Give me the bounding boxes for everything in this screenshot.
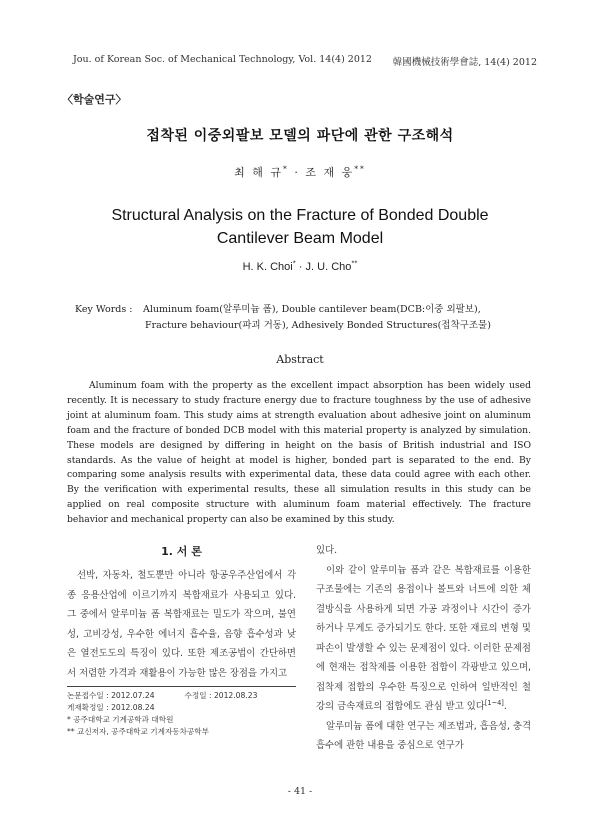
title-line: Cantilever Beam Model [216,230,384,247]
author-name-korean: 조 재 웅 [305,166,355,179]
author-mark: ** [351,258,358,268]
body-paragraph: 알루미늄 폼에 대한 연구는 제조법과, 흡음성, 충격흡수에 관한 내용을 중심으로 연구가 [316,720,531,751]
author-name-korean: 최 해 규 [234,166,283,179]
title-line: Structural Analysis on the Fracture of Bonded Double [111,207,489,224]
author-affiliation: ** 교신저자, 공주대학교 기계자동차공학부 [67,727,209,736]
paper-title-korean: 접착된 이중외팔보 모델의 파단에 관한 구조해석 [146,128,454,144]
author-name-english: J. U. Cho [305,261,352,273]
section-heading: 1. 서 론 [161,545,202,558]
abstract-heading: Abstract [276,353,324,366]
keywords-text: Aluminum foam(알루미늄 폼), Double cantilever beam(DCB:이중 외팔보), [143,304,481,315]
keywords-text: Fracture behaviour(파괴 거동), Adhesively Bonded Structures(접착구조물) [145,320,491,331]
body-column-left [67,566,296,683]
keywords-line [75,302,545,318]
author-separator: · [288,166,306,179]
revised-date: 수정일 : 2012.08.23 [184,691,258,700]
paragraph-end: . [503,701,507,712]
received-date: 논문접수일 : 2012.07.24 [67,691,155,700]
author-mark: * [282,164,289,174]
author-mark: ** [354,164,366,174]
keywords-label: Key Words : [75,304,133,315]
section-tag: 〈학술연구〉 [62,93,127,106]
footnote-divider [67,686,296,687]
page-number: - 41 - [287,786,313,797]
journal-header-english: Jou. of Korean Soc. of Mechanical Technology, Vol. 14(4) 2012 [73,54,372,65]
authors-english [0,258,600,273]
body-paragraph-continuation: 있다. [316,545,338,556]
authors-korean [0,164,600,180]
footnotes [67,690,302,738]
footnote-dates [67,690,302,702]
body-paragraph: 선박, 자동차, 철도뿐만 아니라 항공우주산업에서 각종 응용산업에 이르기까지 복합재료가 사용되고 있다. 그 중에서 알루미늄 폼 복합재료는 밀도가 작으며, 불연성, 고비강성, 우수한 에너지 흡수율, 음향 흡수성과 낮은 열전도도의 특징이 있다. 또한 제조공법이 간단하면서 저렴한 가격과 재활용이 가능한 많은 장점을 가지고 [67,570,296,679]
abstract-body: Aluminum foam with the property as the excellent impact absorption has been widely used recently. It is necessary to study fracture energy due to fracture toughness by the use of adhesive joint at aluminum foam. This study aims at strength evaluation about adhesive joint on aluminum foam and the fracture of bonded DCB model with this material property is analyzed by simulation. These models are designed by differing in height on the basis of British industrial and ISO standards. As the value of height at model is higher, bonded part is separated to the end. By comparing some analysis results with experimental data, these data could agree with each other. By the verification with experimental results, these all simulation results in this study can be applied on real composite structure with aluminum foam material effectively. The fracture behavior and mechanical property can also be examined by this study. [67,380,531,526]
author-name-english: H. K. Choi [242,261,293,273]
author-separator: · [295,261,306,273]
body-paragraph [316,561,531,717]
citation-mark: [1~4] [484,698,504,707]
body-column-right [316,541,531,756]
author-affiliation: * 공주대학교 기계공학과 대학원 [67,715,174,724]
paragraph-text: 이와 같이 알루미늄 폼과 같은 복합재료를 이용한 구조물에는 기존의 용접이나 볼트와 너트에 의한 체결방식을 사용하게 되면 가공 과정이나 시간이 증가하거나 무게도 증가되기도 한다. 또한 재료의 변형 및 파손이 발생할 수 있는 문제점이 있다. 이러한 문제점에 현재는 접착제를 이용한 접합이 각광받고 있으며, 접착제 접합의 우수한 특징으로 인하여 일반적인 철강의 금속재료의 접합에도 관심 받고 있다 [316,564,531,712]
keywords-block [75,302,545,334]
accepted-date: 게재확정일 : 2012.08.24 [67,703,155,712]
paper-title-english [90,204,510,250]
author-mark: * [292,258,296,268]
journal-header-korean: 韓國機械技術學會誌, 14(4) 2012 [392,57,537,68]
